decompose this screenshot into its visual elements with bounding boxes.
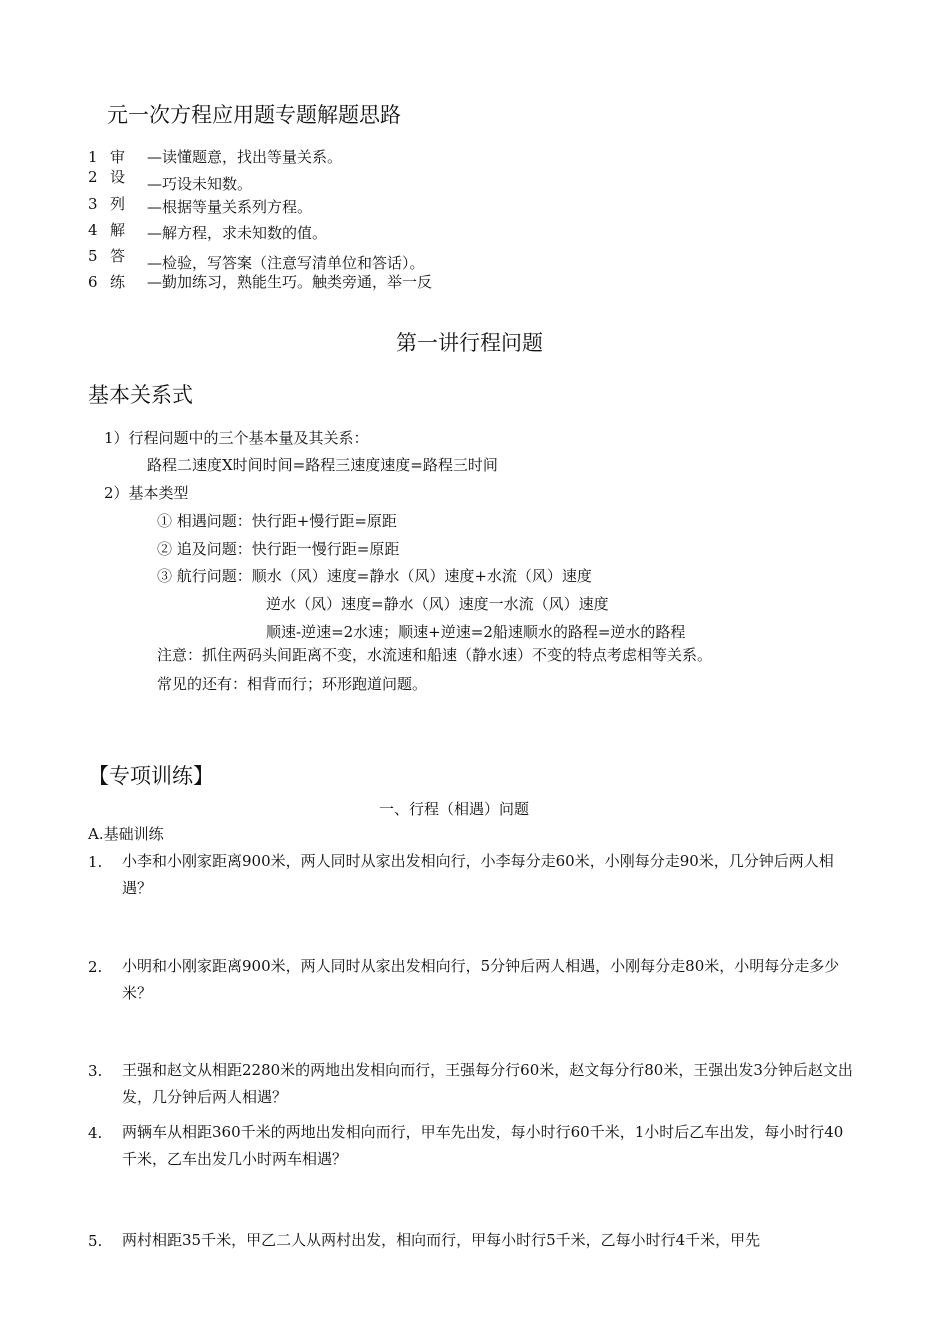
step-2-char: 设 [110,168,126,186]
question-3-number: 3. [88,1062,103,1080]
question-1-number: 1. [88,853,103,871]
relations-also: 常见的还有：相背而行；环形跑道问题。 [157,675,428,693]
step-4-text: —解方程，求未知数的值。 [147,224,328,242]
step-4-number: 4 [88,221,98,239]
step-6-char: 练 [110,273,126,291]
relations-item-2: 2）基本类型 [104,484,189,502]
relations-formula: 路程二速度X时间时间=路程三速度速度=路程三时间 [147,456,498,474]
step-1-number: 1 [88,148,98,166]
type-chasing: ② 追及问题：快行距一慢行距=原距 [157,540,400,558]
question-4-number: 4. [88,1124,103,1142]
step-4-char: 解 [110,221,126,239]
question-5-text: 两村相距35千米，甲乙二人从两村出发，相向而行，甲每小时行5千米，乙每小时行4千米，甲先 [122,1231,761,1249]
lecture-title: 第一讲行程问题 [396,331,543,355]
question-5-number: 5. [88,1232,103,1250]
step-6-number: 6 [88,273,98,291]
step-6-text: —勤加练习，熟能生巧。触类旁通，举一反 [147,273,433,291]
type-sailing-speeds: 顺速-逆速=2水速；顺速+逆速=2船速顺水的路程=逆水的路程 [266,623,686,641]
question-3-text: 王强和赵文从相距2280米的两地出发相向而行，王强每分行60米，赵文每分行80米，王强出发3分钟后赵文出发，几分钟后两人相遇？ [122,1061,853,1106]
step-3-char: 列 [110,195,126,213]
step-5-char: 答 [110,247,126,265]
step-1-char: 审 [110,148,126,166]
relations-item-1: 1）行程问题中的三个基本量及其关系： [104,429,369,447]
step-2-text: —巧设未知数。 [147,175,253,193]
step-1-text: —读懂题意，找出等量关系。 [147,148,343,166]
step-3-text: —根据等量关系列方程。 [147,198,313,216]
document-title: 元一次方程应用题专题解题思路 [107,103,401,127]
type-sailing-upstream: 逆水（风）速度=静水（风）速度一水流（风）速度 [266,595,609,613]
question-2-text: 小明和小刚家距离900米，两人同时从家出发相向行，5分钟后两人相遇，小刚每分走80米，小明每分走多少米？ [122,957,840,1002]
step-2-number: 2 [88,168,98,186]
type-meeting: ① 相遇问题：快行距+慢行距=原距 [157,512,397,530]
step-3-number: 3 [88,195,98,213]
step-5-number: 5 [88,247,98,265]
question-4-text: 两辆车从相距360千米的两地出发相向而行，甲车先出发，每小时行60千米，1小时后乙车出发，每小时行40千米，乙车出发几小时两车相遇？ [122,1123,844,1168]
training-section-title: 一、行程（相遇）问题 [379,800,530,818]
basic-relations-heading: 基本关系式 [88,383,193,407]
relations-note: 注意：抓住两码头间距离不变，水流速和船速（静水速）不变的特点考虑相等关系。 [157,646,713,664]
training-heading: 【专项训练】 [88,764,214,788]
training-subsection: A.基础训练 [88,825,164,843]
question-2-number: 2. [88,958,103,976]
step-5-text: —检验，写答案（注意写清单位和答话）。 [147,254,425,272]
type-sailing: ③ 航行问题：顺水（风）速度=静水（风）速度+水流（风）速度 [157,567,592,585]
question-1-text: 小李和小刚家距离900米，两人同时从家出发相向行，小李每分走60米，小刚每分走90米，几分钟后两人相遇？ [122,852,834,897]
